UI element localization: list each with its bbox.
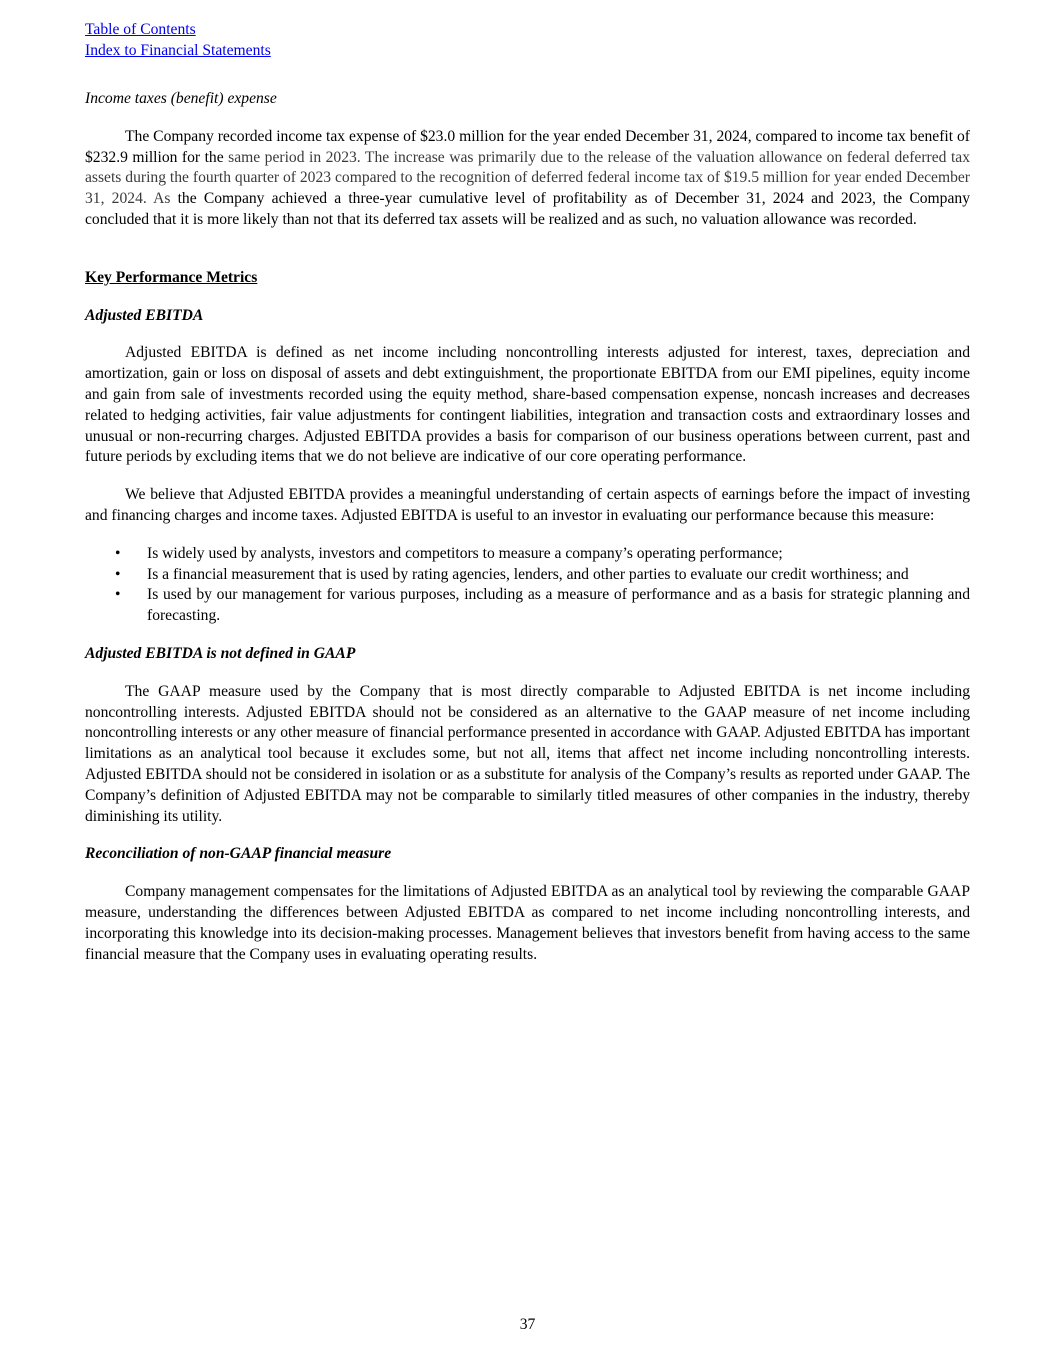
page-number: 37 (519, 1316, 536, 1333)
bullet-icon: • (115, 544, 121, 562)
list-item (85, 565, 970, 586)
list-item (85, 544, 970, 565)
not-defined-in-gaap-heading: Adjusted EBITDA is not defined in GAAP (85, 644, 356, 662)
income-taxes-text-part1: The Company recorded income tax expense of $23.0 million for the year ended December 31, 2024, compared to income tax benefit of $232.9 million for the (85, 127, 970, 166)
list-item-text: Is a financial measurement that is used by rating agencies, lenders, and other parties to evaluate our credit worthiness; and (147, 565, 909, 583)
key-performance-metrics-heading: Key Performance Metrics (85, 268, 258, 286)
income-taxes-text-part3: the Company achieved a three-year cumulative level of profitability as of December 31, 2024 and 2023, the Company concluded that it is more likely than not that its deferred tax assets will be realized and as such, no valuation allowance was recorded. (85, 190, 970, 228)
income-taxes-heading: Income taxes (benefit) expense (85, 90, 277, 107)
adjusted-ebitda-usefulness-paragraph: We believe that Adjusted EBITDA provides a meaningful understanding of certain aspects of earnings before the impact of investing and financing charges and income taxes. Adjusted EBITDA is useful to an investor in evaluating our performance because this measure: (85, 486, 970, 524)
reconciliation-heading: Reconciliation of non-GAAP financial measure (85, 845, 392, 863)
table-of-contents-link[interactable]: Table of Contents (85, 21, 196, 38)
income-taxes-text-part2: same period in 2023. The increase was primarily due to the release of the valuation allowance on federal deferred tax assets during the fourth quarter of 2023 compared to the recognition of deferred federal income tax of $19.5 million for year ended December 31, 2024. As (85, 148, 970, 208)
bullet-icon: • (115, 586, 121, 604)
reconciliation-paragraph: Company management compensates for the limitations of Adjusted EBITDA as an analytical tool by reviewing the comparable GAAP measure, understanding the differences between Adjusted EBITDA as compared to net income including noncontrolling interests, and incorporating this knowledge into its decision-making processes. Management believes that investors benefit from having access to the same financial measure that the Company uses in evaluating operating results. (85, 883, 970, 963)
list-item-text: Is widely used by analysts, investors and competitors to measure a company’s operating performance; (147, 544, 783, 562)
adjusted-ebitda-heading: Adjusted EBITDA (85, 306, 204, 324)
list-item-text: Is used by our management for various purposes, including as a measure of performance and as a basis for strategic planning and forecasting. (147, 586, 970, 625)
index-to-financial-statements-link[interactable]: Index to Financial Statements (85, 41, 271, 59)
document-page (85, 20, 970, 965)
adjusted-ebitda-bullet-list (85, 544, 970, 627)
bullet-icon: • (115, 565, 121, 583)
not-defined-in-gaap-paragraph: The GAAP measure used by the Company that is most directly comparable to Adjusted EBITDA is net income including noncontrolling interests. Adjusted EBITDA should not be considered as an alternative to the GAAP measure of net income including noncontrolling interests or any other measure of financial performance presented in accordance with GAAP. Adjusted EBITDA has important limitations as an analytical tool because it excludes some, but not all, items that affect net income including noncontrolling interests. Adjusted EBITDA should not be considered in isolation or as a substitute for analysis of the Company’s results as reported under GAAP. The Company’s definition of Adjusted EBITDA may not be comparable to similarly titled measures of other companies in the industry, thereby diminishing its utility. (85, 682, 970, 825)
adjusted-ebitda-definition-paragraph: Adjusted EBITDA is defined as net income including noncontrolling interests adjusted for interest, taxes, depreciation and amortization, gain or loss on disposal of assets and debt extinguishment, the proportionate EBITDA from our EMI pipelines, equity income and gain from sale of investments recorded using the equity method, share-based compensation expense, noncash increases and decreases related to hedging activities, fair value adjustments for contingent liabilities, integration and transaction costs and extraordinary losses and unusual or non-recurring charges. Adjusted EBITDA provides a basis for comparison of our business operations between current, past and future periods by excluding items that we do not believe are indicative of our core operating performance. (85, 344, 970, 466)
income-taxes-paragraph (85, 127, 970, 231)
list-item (85, 585, 970, 627)
